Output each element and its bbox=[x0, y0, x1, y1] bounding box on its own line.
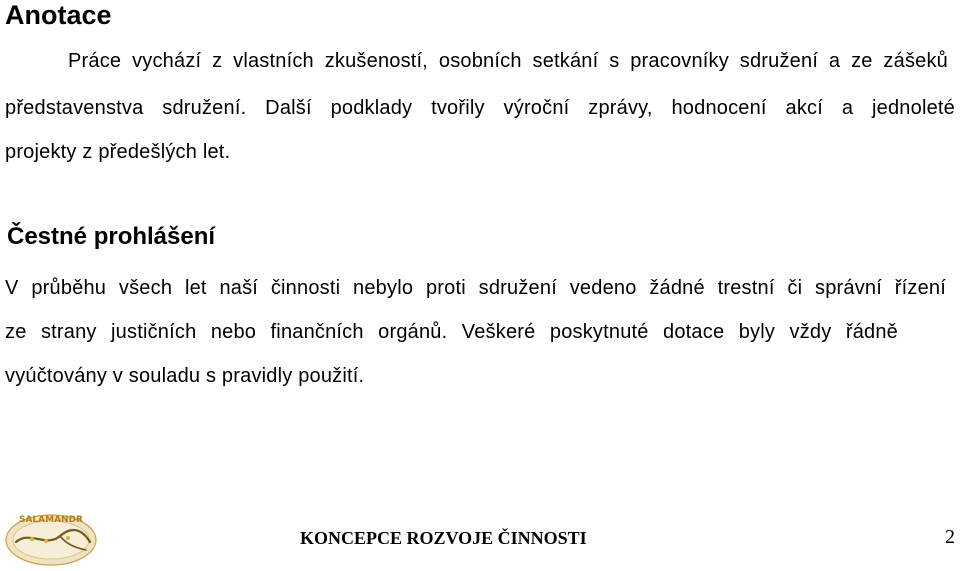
prohlaseni-text-line-2: ze strany justičních nebo finančních orgánů. Veškeré poskytnuté dotace byly vždy řádně bbox=[5, 321, 898, 343]
anotace-text-line-2: představenstva sdružení. Další podklady tvořily výroční zprávy, hodnocení akcí a jednoleté bbox=[5, 97, 955, 119]
prohlaseni-text-line-1: V průběhu všech let naší činnosti nebylo proti sdružení vedeno žádné trestní či správní řízení bbox=[5, 277, 946, 299]
section-heading-prohlaseni: Čestné prohlášení bbox=[7, 223, 216, 250]
anotace-text-line-1: Práce vychází z vlastních zkušeností, osobních setkání s pracovníky sdružení a ze zášeků bbox=[68, 50, 948, 72]
salamandr-logo bbox=[2, 508, 100, 568]
footer-title: KONCEPCE ROZVOJE ČINNOSTI bbox=[300, 528, 587, 548]
page-number: 2 bbox=[945, 526, 955, 548]
prohlaseni-text-line-3: vyúčtovány v souladu s pravidly použití. bbox=[5, 365, 365, 387]
section-heading-anotace: Anotace bbox=[5, 0, 112, 30]
logo-text: SALAMANDR bbox=[18, 515, 84, 525]
anotace-text-line-3: projekty z předešlých let. bbox=[5, 141, 231, 163]
